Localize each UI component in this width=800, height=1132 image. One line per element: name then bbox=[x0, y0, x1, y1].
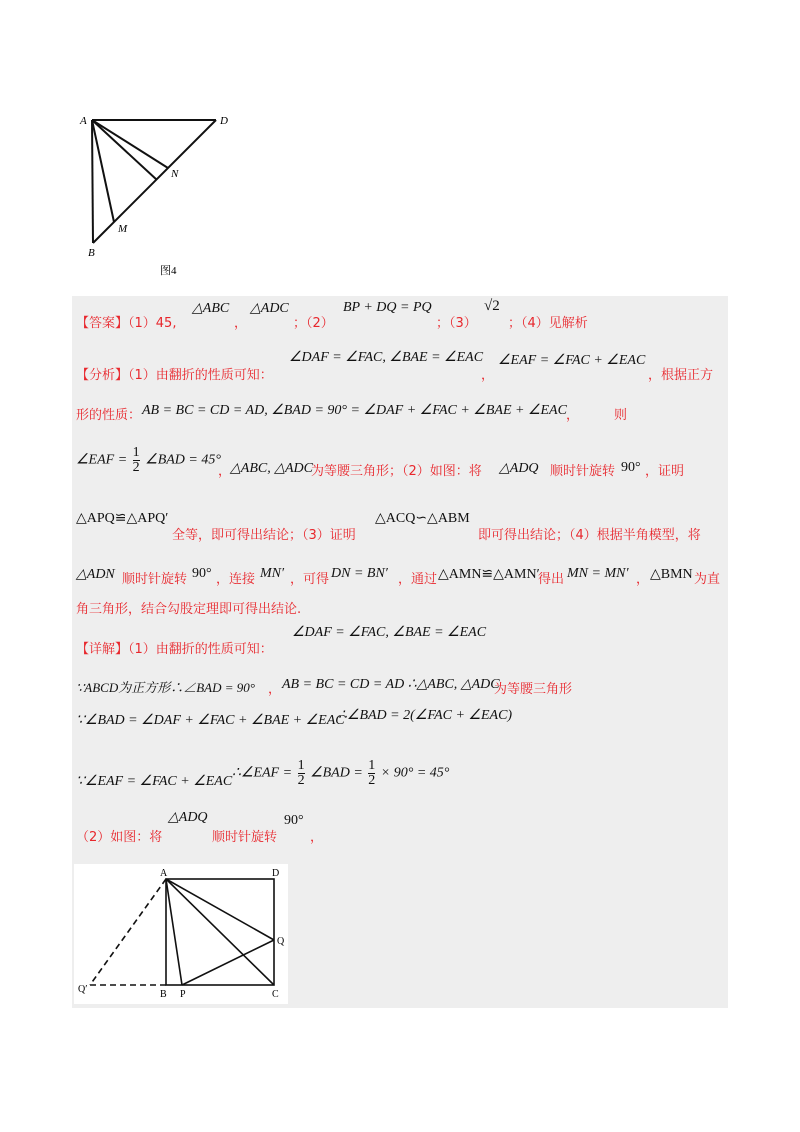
answer-part1: （1）45, bbox=[128, 316, 177, 331]
answer-triangle-abc: △ABC bbox=[192, 301, 230, 316]
analysis-l3-math4: 90° bbox=[621, 460, 641, 475]
analysis-l2-a: 形的性质： bbox=[76, 408, 142, 423]
analysis-l1-math2: ∠EAF = ∠FAC + ∠EAC bbox=[498, 353, 646, 368]
detail-l4-result: × 90° = 45° bbox=[380, 765, 450, 781]
figure-4-label-m: M bbox=[118, 223, 128, 235]
analysis-l1-a: （1）由翻折的性质可知： bbox=[128, 368, 273, 383]
analysis-bracket: 【分析】 bbox=[76, 368, 129, 383]
analysis-l4-b: 即可得出结论；（4）根据半角模型，将 bbox=[478, 528, 701, 543]
detail-l5-c: ， bbox=[310, 830, 324, 845]
analysis-l3-math2: △ABC, △ADC bbox=[230, 461, 313, 476]
analysis-l5-d: ，通过 bbox=[398, 572, 438, 587]
analysis-l5-b: ，连接 bbox=[216, 572, 256, 587]
detail-l4-math1: ∵∠EAF = ∠FAC + ∠EAC bbox=[76, 774, 233, 789]
detail-l5-a: （2）如图：将 bbox=[76, 830, 163, 845]
analysis-l3-eaf: ∠EAF = bbox=[76, 452, 128, 468]
analysis-l3-den: 2 bbox=[132, 460, 140, 475]
analysis-l5-math4: DN = BN′ bbox=[331, 566, 388, 581]
analysis-line1-text bbox=[76, 364, 273, 383]
square-label-b: B bbox=[160, 989, 167, 1000]
answer-line bbox=[76, 312, 176, 331]
analysis-l3-math3: △ADQ bbox=[499, 461, 539, 476]
figure-4-diagram bbox=[0, 0, 800, 290]
analysis-l2-b: 则 bbox=[614, 408, 628, 423]
detail-l3-math1: ∵∠BAD = ∠DAF + ∠FAC + ∠BAE + ∠EAC bbox=[76, 713, 345, 728]
analysis-l3-num: 1 bbox=[132, 445, 140, 460]
square-label-p: P bbox=[180, 989, 186, 1000]
detail-l4-fraction2 bbox=[368, 759, 375, 788]
square-label-a: A bbox=[160, 868, 168, 879]
detail-l5-math1: △ADQ bbox=[168, 810, 208, 825]
analysis-l4-math2: △ACQ∽△ABM bbox=[375, 511, 470, 526]
analysis-l3-c: 顺时针旋转 bbox=[550, 464, 616, 479]
analysis-l3-comma: ， bbox=[218, 464, 232, 479]
analysis-l4-math1: △APQ≌△APQ′ bbox=[76, 511, 169, 526]
figure-4-caption: 图4 bbox=[160, 265, 177, 277]
answer-part3: ；（3） bbox=[436, 316, 477, 331]
detail-l5-b: 顺时针旋转 bbox=[212, 830, 278, 845]
analysis-l5-c: ，可得 bbox=[290, 572, 330, 587]
analysis-l2-comma: ， bbox=[566, 408, 580, 423]
detail-l4-bad: ∠BAD = bbox=[310, 765, 363, 781]
answer-part4: ；（4）见解析 bbox=[508, 316, 588, 331]
analysis-l5-a: 顺时针旋转 bbox=[122, 572, 188, 587]
detail-l3-math2: ∴∠BAD = 2(∠FAC + ∠EAC) bbox=[338, 708, 513, 723]
figure-4-label-d: D bbox=[220, 115, 228, 127]
detail-l4-math2 bbox=[232, 759, 449, 788]
analysis-l5-math1: △ADN bbox=[76, 567, 115, 582]
analysis-l5-comma: ， bbox=[636, 572, 650, 587]
analysis-l3-fraction bbox=[133, 446, 140, 475]
answer-sqrt2: √2 bbox=[484, 298, 500, 314]
square-label-q-prime: Q′ bbox=[78, 984, 88, 995]
answer-triangle-adc: △ADC bbox=[250, 301, 289, 316]
detail-bracket: 【详解】 bbox=[76, 642, 129, 657]
analysis-l5-math6: MN = MN′ bbox=[567, 566, 629, 581]
answer-bracket: 【答案】 bbox=[76, 316, 129, 331]
analysis-l5-f: 为直 bbox=[694, 572, 721, 587]
answer-part2: ；（2） bbox=[293, 316, 334, 331]
analysis-l1-math1: ∠DAF = ∠FAC, ∠BAE = ∠EAC bbox=[289, 350, 484, 365]
detail-l4-fraction1 bbox=[298, 759, 305, 788]
square-figure-diagram bbox=[74, 864, 288, 1004]
detail-l4-den1: 2 bbox=[297, 773, 305, 788]
analysis-l3-d: ，证明 bbox=[645, 464, 685, 479]
analysis-l3-b: 为等腰三角形；（2）如图：将 bbox=[311, 464, 482, 479]
analysis-l3-bad: ∠BAD = 45° bbox=[145, 452, 221, 468]
analysis-l1-comma: ， bbox=[481, 368, 495, 383]
detail-l4-den2: 2 bbox=[368, 773, 376, 788]
detail-l1-math: ∠DAF = ∠FAC, ∠BAE = ∠EAC bbox=[292, 625, 487, 640]
detail-l5-math2: 90° bbox=[284, 813, 304, 828]
detail-l1-a: （1）由翻折的性质可知： bbox=[128, 642, 273, 657]
detail-l2-a: 为等腰三角形 bbox=[494, 682, 573, 697]
analysis-l5-math7: △BMN bbox=[650, 567, 693, 582]
detail-l4-num2: 1 bbox=[368, 758, 376, 773]
answer-comma: ， bbox=[234, 316, 248, 331]
analysis-l6: 角三角形，结合勾股定理即可得出结论. bbox=[76, 602, 302, 617]
square-label-c: C bbox=[272, 989, 279, 1000]
analysis-l5-math2: 90° bbox=[192, 566, 212, 581]
figure-4-label-n: N bbox=[171, 168, 179, 180]
figure-4-label-b: B bbox=[88, 247, 95, 259]
analysis-l3-math1 bbox=[76, 446, 221, 475]
analysis-l5-e: 得出 bbox=[538, 572, 565, 587]
detail-l2-math2: AB = BC = CD = AD ∴△ABC, △ADC bbox=[282, 677, 500, 692]
detail-l2-math1: ∵ABCD为正方形∴∠BAD = 90° bbox=[76, 680, 255, 695]
analysis-l2-math: AB = BC = CD = AD, ∠BAD = 90° = ∠DAF + ∠FAC + ∠BAE + ∠EAC bbox=[142, 403, 567, 418]
detail-l4-eaf: ∴∠EAF = bbox=[232, 765, 293, 781]
square-label-d: D bbox=[272, 868, 280, 879]
detail-l2-comma: ， bbox=[268, 682, 282, 697]
answer-equation-2: BP + DQ = PQ bbox=[343, 300, 432, 315]
analysis-l1-b: ，根据正方 bbox=[648, 368, 714, 383]
figure-4-label-a: A bbox=[80, 115, 87, 127]
analysis-l5-math5: △AMN≌△AMN′ bbox=[438, 567, 540, 582]
analysis-l5-math3: MN′ bbox=[260, 566, 285, 581]
detail-line1-text bbox=[76, 638, 273, 657]
square-label-q: Q bbox=[277, 936, 285, 947]
detail-l4-num1: 1 bbox=[297, 758, 305, 773]
analysis-l4-a: 全等，即可得出结论；（3）证明 bbox=[172, 528, 356, 543]
